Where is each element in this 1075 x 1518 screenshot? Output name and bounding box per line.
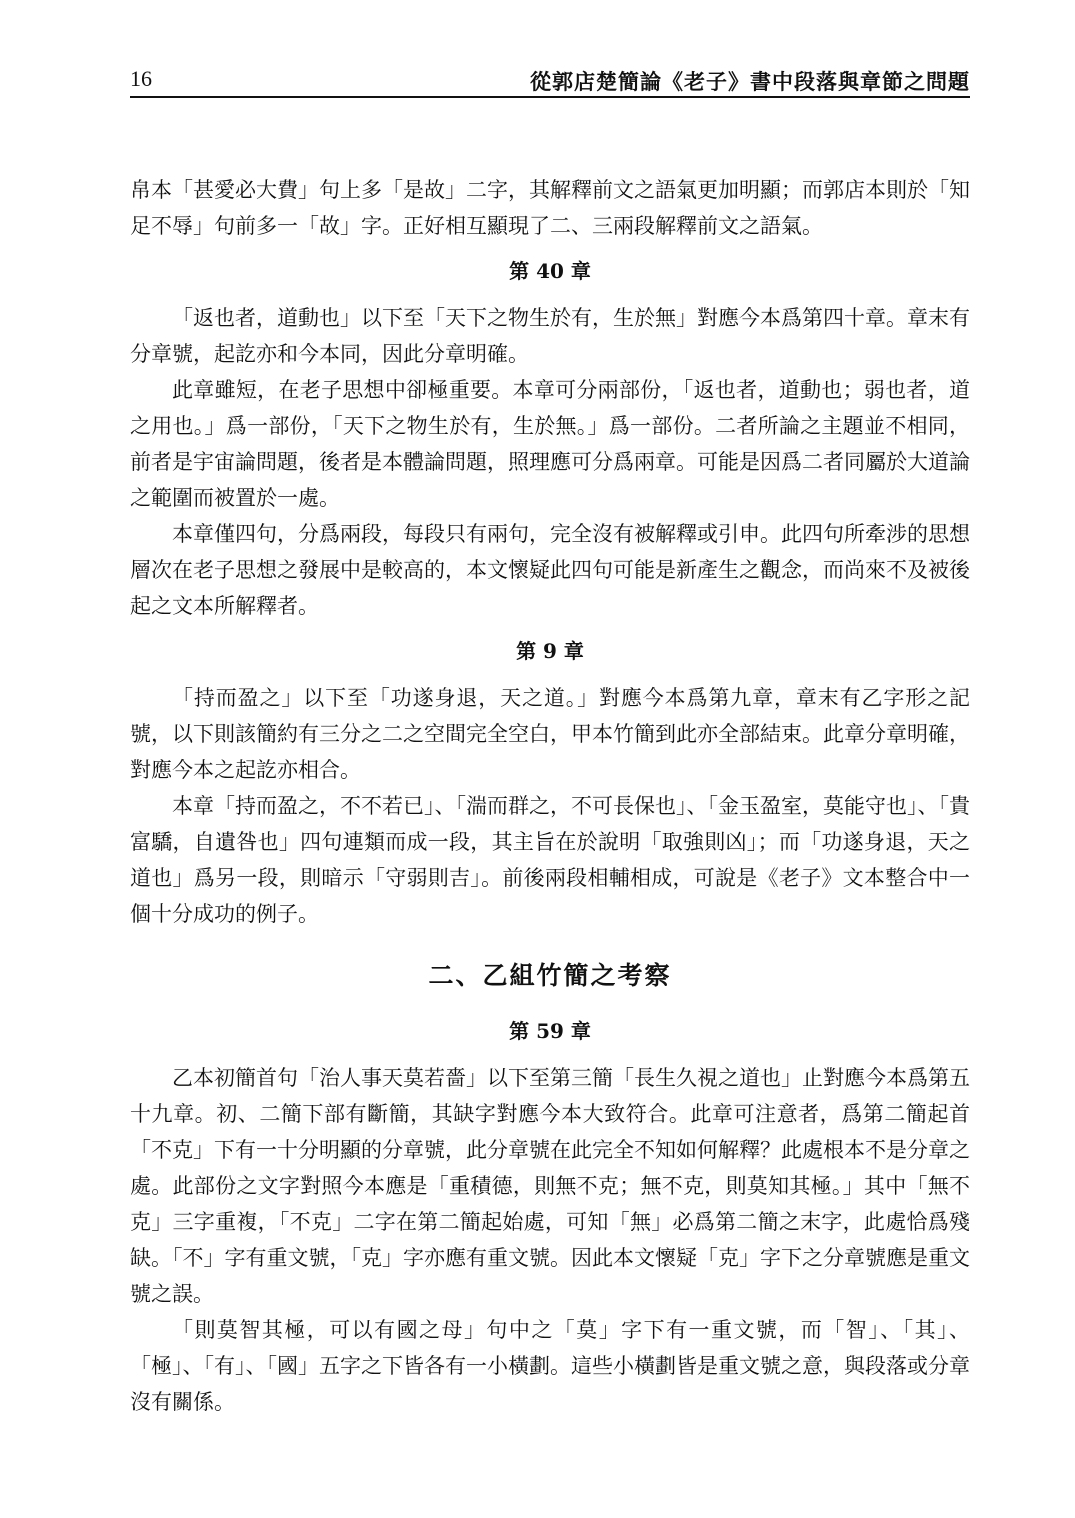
page-body	[130, 172, 970, 1420]
chapter-40-paragraph-1: 「返也者，道動也」以下至「天下之物生於有，生於無」對應今本爲第四十章。章末有分章號，起訖亦和今本同，因此分章明確。	[130, 306, 970, 366]
intro-paragraph: 帛本「甚愛必大費」句上多「是故」二字，其解釋前文之語氣更加明顯；而郭店本則於「知足不辱」句前多一「故」字。正好相互顯現了二、三兩段解釋前文之語氣。	[130, 178, 970, 238]
chapter-40-paragraph-3: 本章僅四句，分爲兩段，每段只有兩句，完全沒有被解釋或引申。此四句所牽涉的思想層次在老子思想之發展中是較高的，本文懷疑此四句可能是新產生之觀念，而尚來不及被後起之文本所解釋者。	[130, 522, 970, 618]
chapter-40-heading: 第 40 章	[509, 259, 591, 283]
chapter-59-paragraph-2: 「則莫智其極，可以有國之母」句中之「莫」字下有一重文號，而「智」、「其」、「極」、「有」、「國」五字之下皆各有一小橫劃。這些小橫劃皆是重文號之意，與段落或分章沒有關係。	[130, 1318, 970, 1414]
running-title: 從郭店楚簡論《老子》書中段落與章節之問題	[530, 70, 970, 94]
chapter-9-paragraph-2: 本章「持而盈之，不不若已」、「湍而群之，不可長保也」、「金玉盈室，莫能守也」、「貴富驕，自遺咎也」四句連類而成一段，其主旨在於說明「取強則凶」；而「功遂身退，天之道也」爲另一段，則暗示「守弱則吉」。前後兩段相輔相成，可說是《老子》文本整合中一個十分成功的例子。	[130, 794, 970, 926]
chapter-9-heading: 第 9 章	[516, 639, 584, 663]
chapter-59-paragraph-1: 乙本初簡首句「治人事天莫若嗇」以下至第三簡「長生久視之道也」止對應今本爲第五十九章。初、二簡下部有斷簡，其缺字對應今本大致符合。此章可注意者，爲第二簡起首「不克」下有一十分明顯的分章號，此分章號在此完全不知如何解釋？此處根本不是分章之處。此部份之文字對照今本應是「重積德，則無不克；無不克，則莫知其極。」其中「無不克」三字重複，「不克」二字在第二簡起始處，可知「無」必爲第二簡之末字，此處恰爲殘缺。「不」字有重文號，「克」字亦應有重文號。因此本文懷疑「克」字下之分章號應是重文號之誤。	[130, 1066, 970, 1306]
chapter-59-heading: 第 59 章	[509, 1019, 591, 1043]
section-heading: 二、乙組竹簡之考察	[428, 961, 672, 990]
page-header	[130, 62, 970, 98]
page-number: 16	[130, 66, 152, 91]
chapter-9-paragraph-1: 「持而盈之」以下至「功遂身退，天之道。」對應今本爲第九章，章末有乙字形之記號，以下則該簡約有三分之二之空間完全空白，甲本竹簡到此亦全部結束。此章分章明確，對應今本之起訖亦相合。	[130, 686, 970, 782]
chapter-40-paragraph-2: 此章雖短，在老子思想中卻極重要。本章可分兩部份，「返也者，道動也；弱也者，道之用也。」爲一部份，「天下之物生於有，生於無。」爲一部份。二者所論之主題並不相同，前者是宇宙論問題，後者是本體論問題，照理應可分爲兩章。可能是因爲二者同屬於大道論之範圍而被置於一處。	[130, 378, 970, 510]
